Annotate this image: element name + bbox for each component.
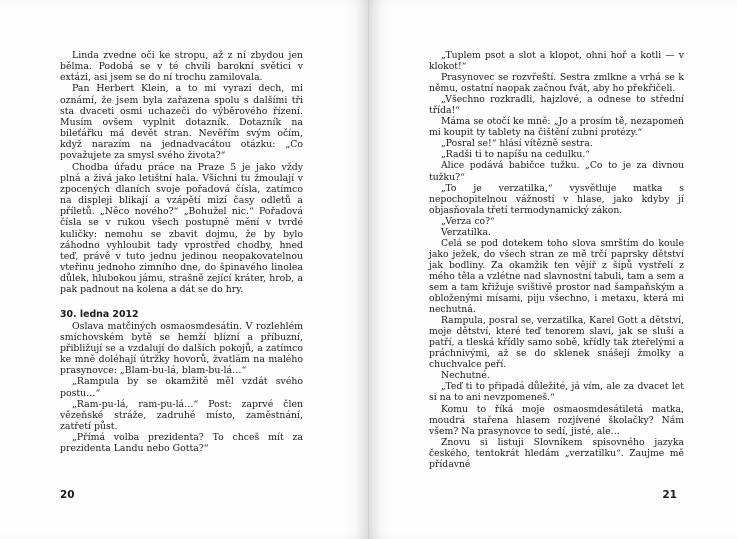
paragraph: Pan Herbert Klein, a to mi vyrazí dech, mi oznámí, že jsem byla zařazena spolu s dalšími tři sta dvaceti osmi uchazeči do výběrového řízení. Musím ovšem vyplnit dotazník. Dotazník na bileťářku má devět stran. Nevěřím svým očím, když narazím na jednadvacátou otázku: „Co považujete za smysl svého života?“ (60, 83, 303, 162)
left-page-text (60, 50, 303, 454)
left-page (0, 0, 368, 539)
page-number-right: 21 (662, 489, 677, 501)
paragraph: Nechutné. (441, 370, 490, 382)
paragraph: „Ram-pu-lá, ram-pu-lá…“ Post: zaprvé člen vězeňské stráže, zadruhé místo, zaměstnání, zatřetí půst. (60, 398, 303, 432)
page-number-left: 20 (60, 489, 75, 501)
paragraph: „Rampula by se okamžitě měl vzdát svého postu…“ (60, 376, 303, 399)
date-heading: 30. ledna 2012 (60, 309, 139, 321)
paragraph: Chodba úřadu práce na Praze 5 je jako vždy plná a živá jako letištní hala. Všichni tu žmoulají v zpocených dlaních svoje pořadová čísla, zatímco na displeji blikají a vzápětí mizí časy odletů a příletů. „Něco nového?“ „Bohužel nic.“ Pořadová čísla se v rukou všech postupně mění v tvrdé kuličky: nemohu se zbavit dojmu, že by bylo záhodno vyhloubit tady vprostřed chodby, hned teď, právě v tuto jednu jedinou neopakovatelnou vteřinu jednoho zimního dne, do špinavého linolea důlek, hlubokou jámu, strašně zející kráter, hrob, a pak padnout na kolena a dát se do hry. (60, 161, 303, 296)
paragraph: „Přímá volba prezidenta? To chceš mít za prezidenta Landu nebo Gotta?“ (60, 432, 303, 455)
paragraph: „Tuplem psot a slot a klopot, ohni hoř a kotli — v klokot!“ (429, 50, 684, 73)
paragraph: Linda zvedne oči ke stropu, až z ní zbydou jen bělma. Podobá se v té chvíli barokní světici v extázi, asi jsem se do ní trochu zamilovala. (60, 50, 303, 84)
paragraph: Verzatilka. (441, 226, 491, 238)
paragraph: Alice podává babičce tužku. „Co to je za divnou tužku?“ (429, 160, 684, 183)
paragraph: „Verza co?“ (441, 215, 495, 227)
paragraph: „Posral se!“ hlásí vítězně sestra. (441, 138, 593, 150)
right-page-text (429, 50, 684, 470)
right-page (369, 0, 737, 539)
paragraph: Znovu si listuji Slovníkem spisovného jazyka českého, tentokrát hledám „verzatilku“. Zaujme mě přídavné (429, 436, 684, 470)
paragraph: Oslava matčiných osmaosmdesátin. V rozlehlém smíchovském bytě se hemží blízní a příbuzní, přibližují se a vzdalují do dalších pokojů, a zatímco ke mně doléhají útržky hovorů, žvatlám na malého prasynovce: „Blam-bu-lá, blam-bu-lá…“ (60, 320, 303, 377)
paragraph: „Radši ti to napíšu na cedulku.“ (441, 149, 591, 161)
paragraph: „Všechno rozkradli, hajzlové, a odnese to střední třída!“ (429, 94, 684, 117)
paragraph: Rampula, posral se, verzatilka, Karel Gott a dětství, moje dětství, které teď tenorem slaví, jak se sluší a patří, a tleská křídly samo sobě, křídly tak zteřelými a práchnivými, až se do sklenek snášejí žmolky a chuchvalce peří. (429, 315, 684, 371)
paragraph: Prasynovec se rozvřeští. Sestra zmlkne a vrhá se k němu, ostatní naopak začnou fvát, aby ho překřičeli. (429, 72, 684, 95)
paragraph: Celá se pod dotekem toho slova smrštím do koule jako ježek, do všech stran ze mě trčí paprsky dětství jak bodliny. Za okamžik ten vějíř z šípů vystřelí z mého těla a vzlétne nad slavnostní tabuli, tam a sem a sem a tam křižuje svištivě prostor nad šampaňským a obloženými mísami, piju všechno, i metaxu, která mi nechutná. (429, 237, 684, 316)
paragraph: „Teď ti to připadá důležité, já vím, ale za dvacet let si na to ani nevzpomeneš.“ (429, 381, 684, 404)
paragraph: Máma se otočí ke mně: „Jo a prosím tě, nezapomeň mi koupit ty tablety na čištění zubní protézy.“ (429, 116, 684, 139)
paragraph: Komu to říká moje osmaosmdesátiletá matka, moudrá stařena hlasem rozjívené školačky? Nám všem? Na prasynovce to sedí, jisté, ale… (429, 403, 684, 437)
paragraph: „To je verzatilka,“ vysvětluje matka s nepochopitelnou vážností v hlase, jako kdyby jí objasňovala třetí termodynamický zákon. (429, 182, 684, 216)
